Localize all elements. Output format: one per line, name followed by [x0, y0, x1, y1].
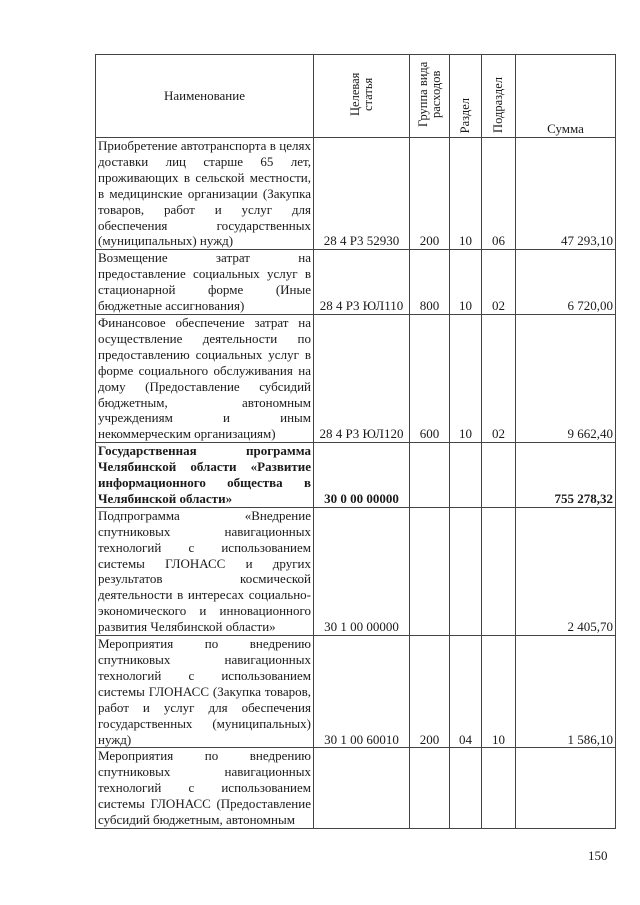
cell-sum: 47 293,10	[516, 138, 616, 250]
cell-group: 200	[410, 636, 450, 748]
cell-group: 200	[410, 138, 450, 250]
cell-name: Мероприятия по внедрению спутниковых навигационных технологий с использованием системы ГЛОНАСС (Закупка товаров, работ и услуг для обеспечения государственных (муниципальных) нужд)	[96, 636, 314, 748]
header-name: Наименование	[96, 55, 314, 138]
cell-target: 28 4 Р3 ЮЛ110	[314, 250, 410, 315]
table-row	[96, 507, 616, 635]
cell-name: Государственная программа Челябинской области «Развитие информационного общества в Челябинской области»	[96, 443, 314, 508]
cell-group: 800	[410, 250, 450, 315]
cell-subsection: 02	[482, 250, 516, 315]
cell-sum: 2 405,70	[516, 507, 616, 635]
header-subsection: Подраздел	[482, 55, 516, 138]
cell-sum: 6 720,00	[516, 250, 616, 315]
header-sum: Сумма	[516, 55, 616, 138]
header-section: Раздел	[450, 55, 482, 138]
cell-subsection	[482, 748, 516, 829]
table-row	[96, 748, 616, 829]
cell-sum: 9 662,40	[516, 314, 616, 442]
cell-name: Подпрограмма «Внедрение спутниковых навигационных технологий с использованием системы ГЛОНАСС и других результатов космической деятельности в интересах социально-экономического и инновационного развития Челябинской области»	[96, 507, 314, 635]
cell-subsection: 02	[482, 314, 516, 442]
header-row	[96, 55, 616, 138]
cell-sum: 755 278,32	[516, 443, 616, 508]
cell-section	[450, 507, 482, 635]
cell-section: 04	[450, 636, 482, 748]
cell-group: 600	[410, 314, 450, 442]
cell-sum: 1 586,10	[516, 636, 616, 748]
cell-subsection	[482, 443, 516, 508]
cell-target	[314, 748, 410, 829]
cell-name: Финансовое обеспечение затрат на осуществление деятельности по предоставлению социальных услуг в форме социального обслуживания на дому (Предоставление субсидий бюджетным, автономным учреждениям и иным некоммерческим организациям)	[96, 314, 314, 442]
table-row	[96, 636, 616, 748]
table-row	[96, 250, 616, 315]
cell-section: 10	[450, 250, 482, 315]
cell-group	[410, 748, 450, 829]
cell-target: 30 1 00 60010	[314, 636, 410, 748]
cell-section	[450, 748, 482, 829]
cell-target: 30 0 00 00000	[314, 443, 410, 508]
cell-group	[410, 507, 450, 635]
cell-group	[410, 443, 450, 508]
table-row	[96, 138, 616, 250]
cell-section	[450, 443, 482, 508]
table-row	[96, 314, 616, 442]
header-group: Группа вида расходов	[410, 55, 450, 138]
cell-subsection: 10	[482, 636, 516, 748]
page-number: 150	[588, 848, 608, 863]
cell-target: 28 4 Р3 52930	[314, 138, 410, 250]
cell-target: 28 4 Р3 ЮЛ120	[314, 314, 410, 442]
cell-section: 10	[450, 138, 482, 250]
cell-sum	[516, 748, 616, 829]
table-row	[96, 443, 616, 508]
cell-name: Возмещение затрат на предоставление социальных услуг в стационарной форме (Иные бюджетные ассигнования)	[96, 250, 314, 315]
budget-table	[95, 54, 616, 829]
header-target: Целевая статья	[314, 55, 410, 138]
cell-name: Приобретение автотранспорта в целях доставки лиц старше 65 лет, проживающих в сельской местности, в медицинские организации (Закупка товаров, работ и услуг для обеспечения государственных (муниципальных) нужд)	[96, 138, 314, 250]
cell-name: Мероприятия по внедрению спутниковых навигационных технологий с использованием системы ГЛОНАСС (Предоставление субсидий бюджетным, автономным	[96, 748, 314, 829]
cell-section: 10	[450, 314, 482, 442]
cell-subsection: 06	[482, 138, 516, 250]
cell-subsection	[482, 507, 516, 635]
cell-target: 30 1 00 00000	[314, 507, 410, 635]
